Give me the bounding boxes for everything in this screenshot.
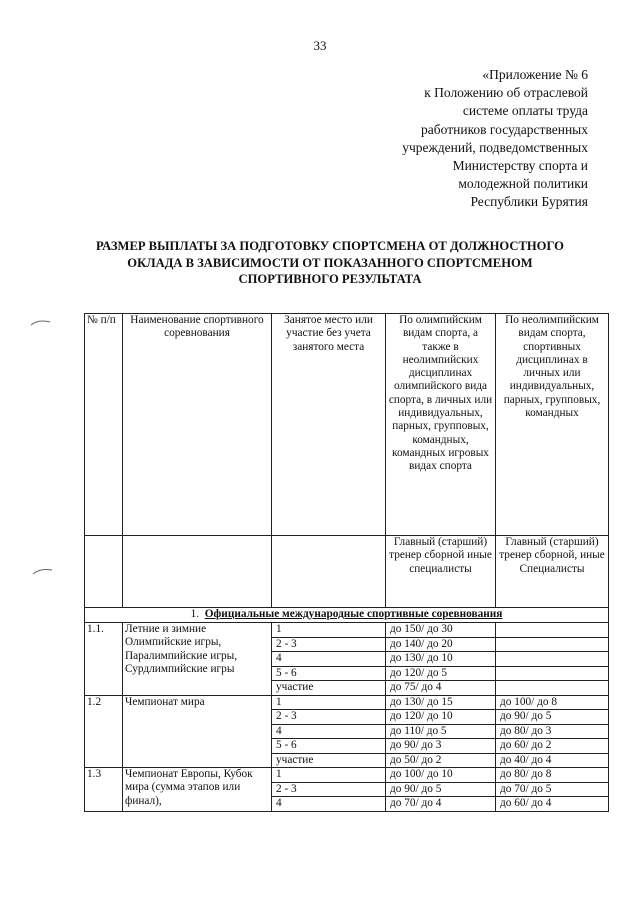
nonolympic-value (496, 623, 609, 638)
header-row (85, 314, 609, 536)
table-body (85, 623, 609, 812)
row-number: 1.1. (85, 623, 123, 696)
document-title (70, 238, 590, 288)
place-cell: 4 (272, 652, 386, 667)
nonolympic-value: до 80/ до 8 (496, 768, 609, 783)
place-cell: 2 - 3 (272, 782, 386, 797)
place-cell: участие (272, 681, 386, 696)
header-place: Занятое место или участие без учета занятого места (272, 314, 386, 536)
appendix-line: молодежной политики (458, 176, 588, 192)
nonolympic-value: до 80/ до 3 (496, 724, 609, 739)
nonolympic-value: до 40/ до 4 (496, 753, 609, 768)
nonolympic-value: до 90/ до 5 (496, 710, 609, 725)
olympic-value: до 150/ до 30 (386, 623, 496, 638)
section-row (85, 608, 609, 623)
appendix-line: «Приложение № 6 (482, 67, 588, 82)
competition-name: Чемпионат мира (123, 695, 272, 768)
row-number: 1.3 (85, 768, 123, 812)
table-row (85, 768, 609, 783)
nonolympic-value (496, 666, 609, 681)
place-cell: участие (272, 753, 386, 768)
nonolympic-value: до 100/ до 8 (496, 695, 609, 710)
olympic-value: до 140/ до 20 (386, 637, 496, 652)
scan-mark (32, 566, 54, 576)
appendix-heading (348, 66, 588, 212)
section-heading (85, 608, 609, 623)
title-line: СПОРТИВНОГО РЕЗУЛЬТАТА (238, 272, 422, 286)
place-cell: 1 (272, 768, 386, 783)
appendix-line: Министерству спорта и (452, 158, 588, 174)
subheader-olympic: Главный (старший) тренер сборной иные специалисты (386, 536, 496, 608)
row-number: 1.2 (85, 695, 123, 768)
appendix-line: Республики Бурятия (470, 194, 588, 210)
section-title: Официальные международные спортивные соревнования (204, 608, 503, 620)
empty-cell (123, 536, 272, 608)
nonolympic-value: до 70/ до 5 (496, 782, 609, 797)
competition-name: Летние и зимние Олимпийские игры, Паралимпийские игры, Сурдлимпийские игры (123, 623, 272, 696)
header-nonolympic: По неолимпийским видам спорта, спортивных дисциплинах в личных или индивидуальных, парных, групповых, командных (496, 314, 609, 536)
page-number: 33 (313, 38, 327, 53)
olympic-value: до 120/ до 10 (386, 710, 496, 725)
table-row (85, 695, 609, 710)
olympic-value: до 110/ до 5 (386, 724, 496, 739)
place-cell: 1 (272, 695, 386, 710)
olympic-value: до 130/ до 10 (386, 652, 496, 667)
appendix-line: к Положению об отраслевой (424, 85, 588, 101)
scan-mark (30, 318, 52, 328)
nonolympic-value: до 60/ до 4 (496, 797, 609, 812)
subheader-row (85, 536, 609, 608)
empty-cell (85, 536, 123, 608)
competition-name: Чемпионат Европы, Кубок мира (сумма этапов или финал), (123, 768, 272, 812)
place-cell: 2 - 3 (272, 637, 386, 652)
place-cell: 4 (272, 724, 386, 739)
appendix-line: работников государственных (421, 121, 588, 137)
place-cell: 4 (272, 797, 386, 812)
nonolympic-value (496, 637, 609, 652)
table-row (85, 623, 609, 638)
olympic-value: до 100/ до 10 (386, 768, 496, 783)
olympic-value: до 75/ до 4 (386, 681, 496, 696)
olympic-value: до 120/ до 5 (386, 666, 496, 681)
header-num: № п/п (85, 314, 123, 536)
olympic-value: до 50/ до 2 (386, 753, 496, 768)
payment-table (84, 313, 609, 812)
olympic-value: до 130/ до 15 (386, 695, 496, 710)
nonolympic-value: до 60/ до 2 (496, 739, 609, 754)
subheader-nonolympic: Главный (старший) тренер сборной, иные Специалисты (496, 536, 609, 608)
olympic-value: до 90/ до 3 (386, 739, 496, 754)
place-cell: 2 - 3 (272, 710, 386, 725)
nonolympic-value (496, 681, 609, 696)
header-olympic: По олимпийским видам спорта, а также в неолимпийских дисциплинах олимпийского вида спорта, в личных или индивидуальных, парных, групповых, командных, командных игровых видах спорта (386, 314, 496, 536)
nonolympic-value (496, 652, 609, 667)
appendix-line: учреждений, подведомственных (402, 139, 588, 155)
title-line: РАЗМЕР ВЫПЛАТЫ ЗА ПОДГОТОВКУ СПОРТСМЕНА ОТ ДОЛЖНОСТНОГО (96, 239, 564, 253)
olympic-value: до 90/ до 5 (386, 782, 496, 797)
place-cell: 1 (272, 623, 386, 638)
section-number: 1. (190, 608, 200, 620)
header-name: Наименование спортивного соревнования (123, 314, 272, 536)
olympic-value: до 70/ до 4 (386, 797, 496, 812)
title-line: ОКЛАДА В ЗАВИСИМОСТИ ОТ ПОКАЗАННОГО СПОРТСМЕНОМ (127, 255, 533, 270)
place-cell: 5 - 6 (272, 666, 386, 681)
place-cell: 5 - 6 (272, 739, 386, 754)
empty-cell (272, 536, 386, 608)
appendix-line: системе оплаты труда (462, 103, 588, 119)
